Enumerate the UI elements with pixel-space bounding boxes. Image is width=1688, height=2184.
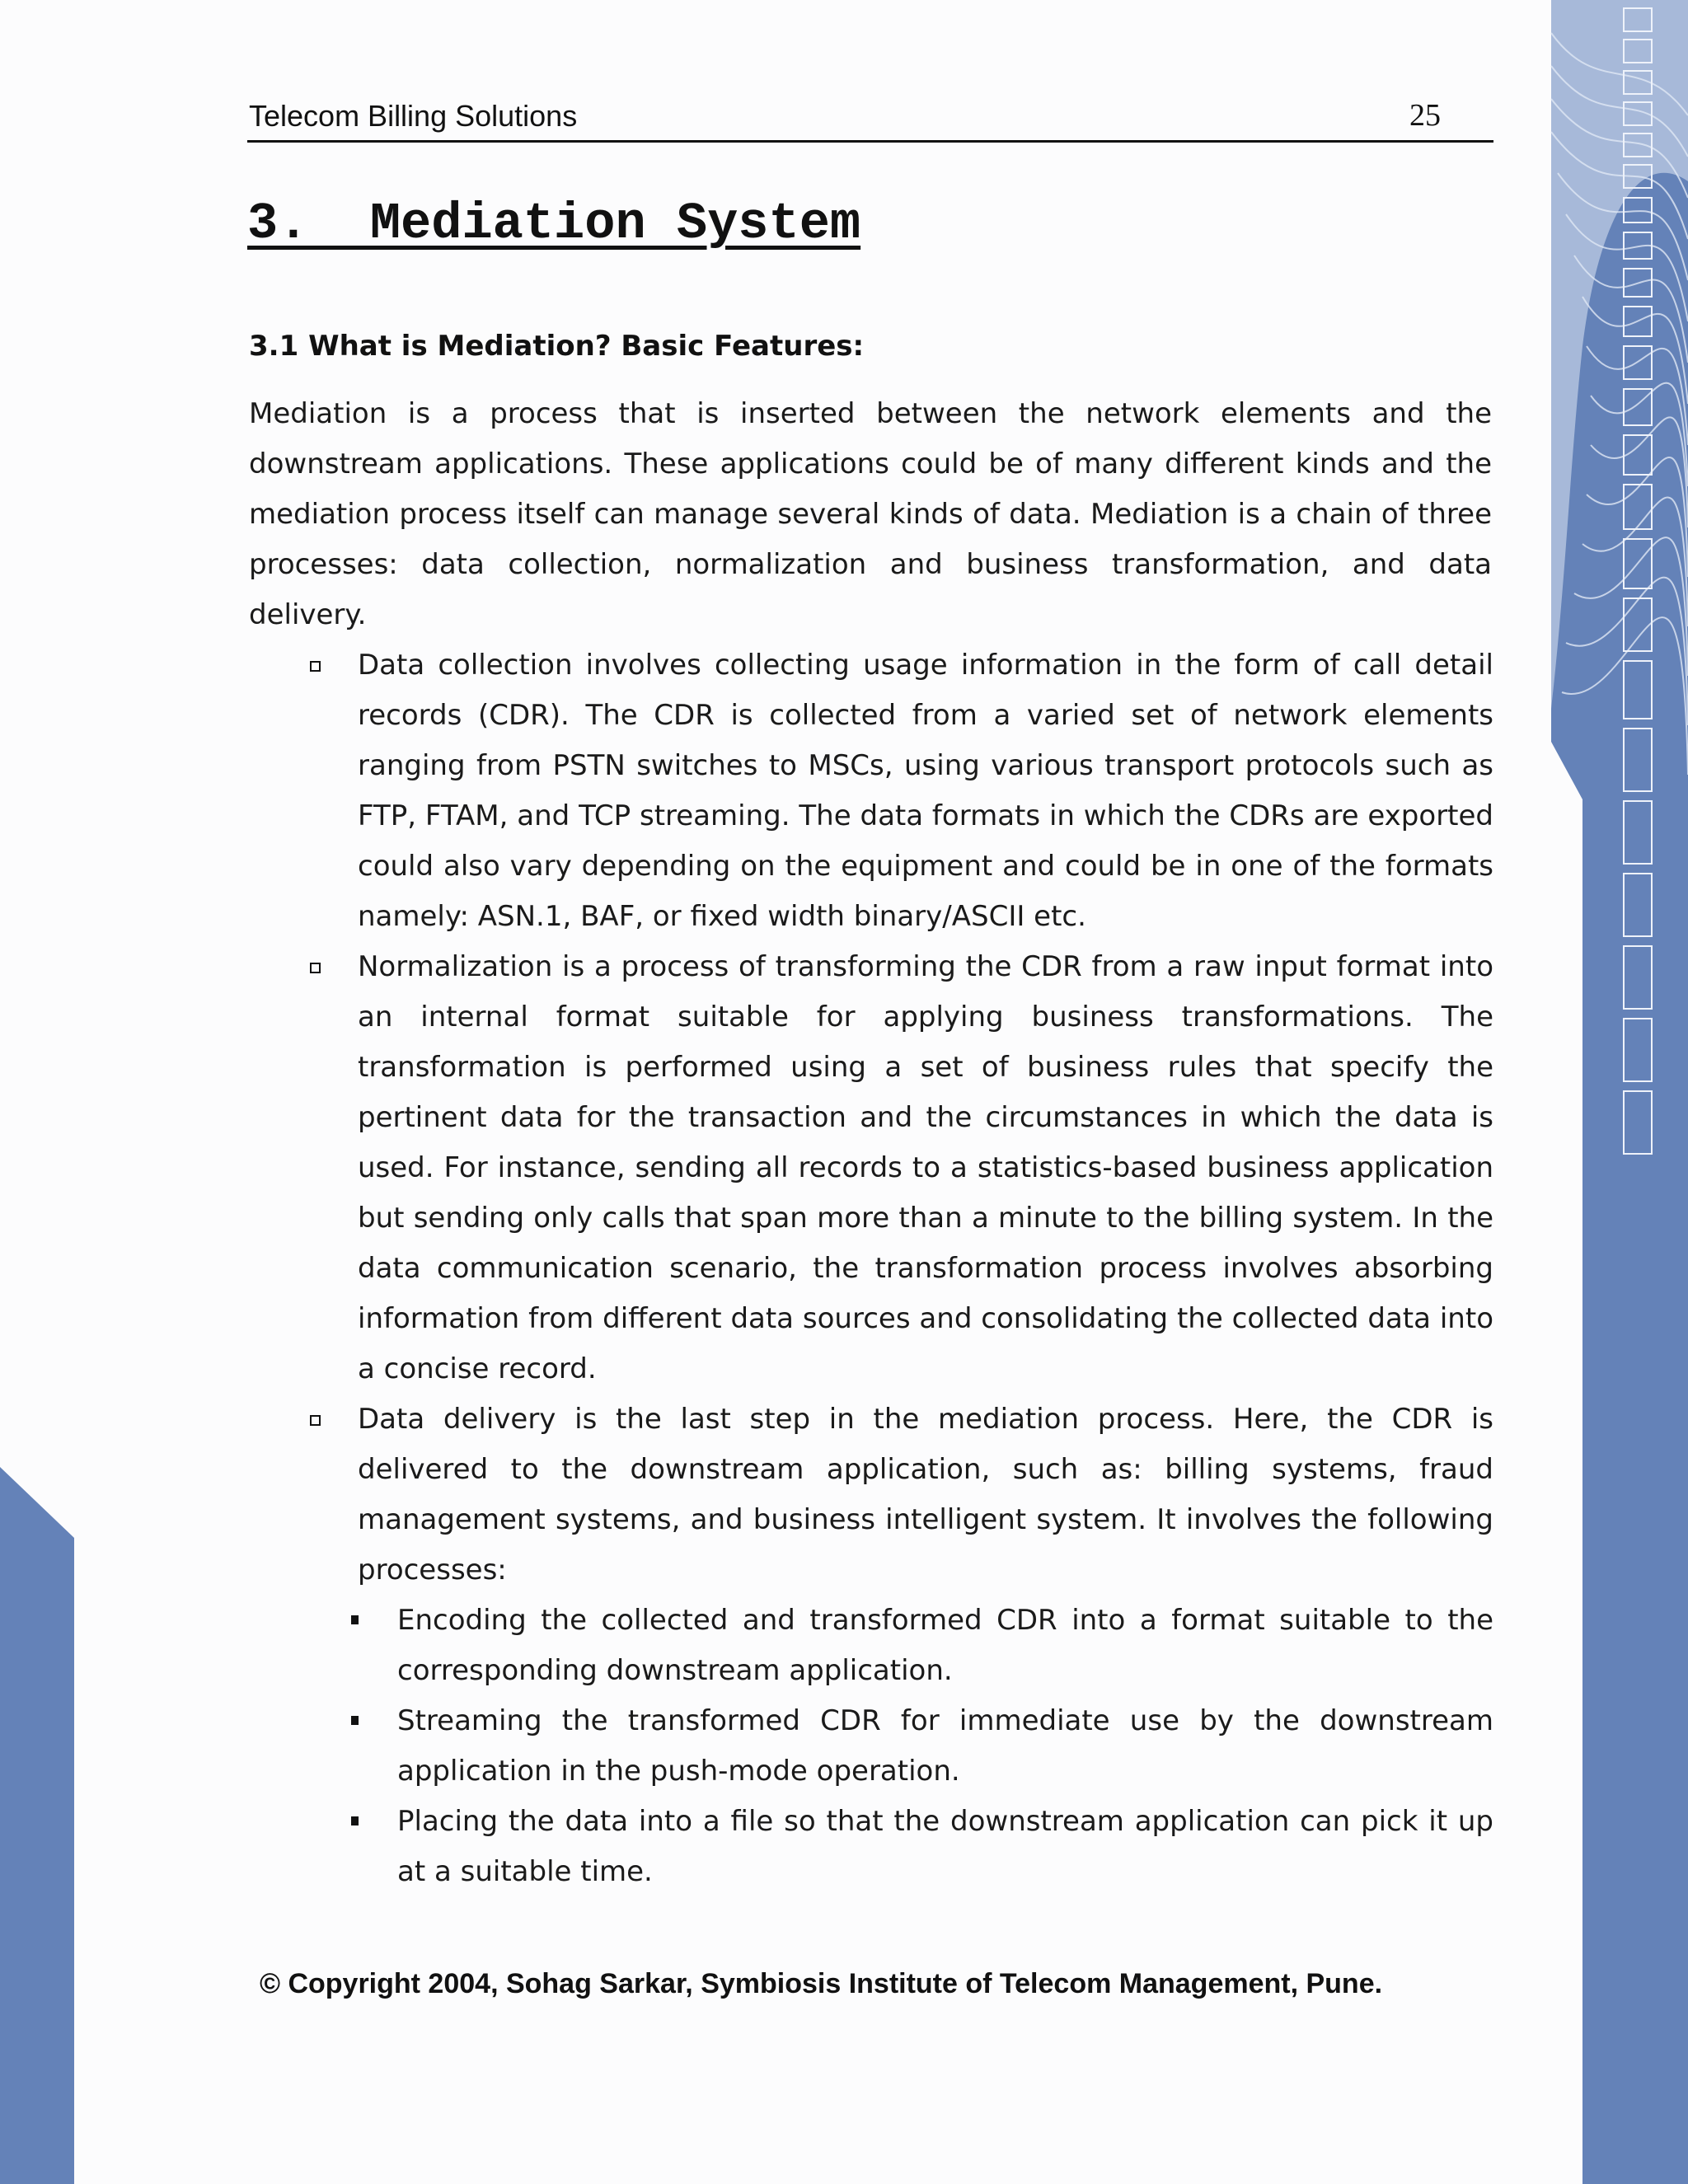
square-bullet-icon bbox=[351, 1716, 359, 1725]
list-item-text: Data collection involves collecting usage information in the form of call detail records (CDR). The CDR is collected from a varied set of network elements ranging from PSTN switches to MSCs, using various transport protocols such as FTP, FTAM, and TCP streaming. The data formats in which the CDRs are exported could also vary depending on the equipment and could be in one of the formats namely: ASN.1, BAF, or fixed width binary/ASCII etc. bbox=[358, 649, 1493, 933]
list-item-data-collection bbox=[247, 640, 1493, 942]
copyright-footer: © Copyright 2004, Sohag Sarkar, Symbiosis Institute of Telecom Management, Pune. bbox=[259, 1968, 1383, 1999]
running-header bbox=[247, 97, 1493, 143]
sub-list-item-text: Placing the data into a file so that the downstream application can pick it up at a suitable time. bbox=[397, 1805, 1493, 1888]
box-bullet-icon bbox=[310, 1415, 321, 1426]
running-title: Telecom Billing Solutions bbox=[249, 99, 578, 133]
section-heading: 3.1 What is Mediation? Basic Features: bbox=[249, 330, 865, 363]
sub-list-item-streaming bbox=[247, 1696, 1493, 1797]
list-item-text: Data delivery is the last step in the mediation process. Here, the CDR is delivered to the downstream application, such as: billing systems, fraud management systems, and business intelligent system. It involves the following processes: bbox=[358, 1403, 1493, 1586]
square-bullet-icon bbox=[351, 1615, 359, 1624]
box-bullet-icon bbox=[310, 963, 321, 973]
list-item-data-delivery bbox=[247, 1394, 1493, 1897]
left-blue-band bbox=[0, 1467, 74, 2184]
delivery-subprocess-list bbox=[247, 1596, 1493, 1897]
sub-list-item-text: Encoding the collected and transformed CDR into a format suitable to the corresponding downstream application. bbox=[397, 1604, 1493, 1687]
sub-list-item-encoding bbox=[247, 1596, 1493, 1696]
square-bullet-icon bbox=[351, 1816, 359, 1825]
list-item-normalization bbox=[247, 942, 1493, 1394]
box-bullet-icon bbox=[310, 661, 321, 672]
sub-list-item-file-placement bbox=[247, 1797, 1493, 1897]
page-number: 25 bbox=[1409, 98, 1441, 133]
chapter-title: 3. Mediation System bbox=[247, 194, 861, 253]
process-list bbox=[247, 640, 1493, 1897]
sub-list-item-text: Streaming the transformed CDR for immediate use by the downstream application in the push-mode operation. bbox=[397, 1704, 1493, 1788]
intro-paragraph: Mediation is a process that is inserted between the network elements and the downstream applications. These applications could be of many different kinds and the mediation process itself can manage several kinds of data. Mediation is a chain of three processes: data collection, normalization and business transformation, and data delivery. bbox=[249, 397, 1492, 631]
document-page bbox=[247, 0, 1493, 2184]
list-item-text: Normalization is a process of transforming the CDR from a raw input format into an internal format suitable for applying business transformations. The transformation is performed using a set of business rules that specify the pertinent data for the transaction and the circumstances in which the data is used. For instance, sending all records to a statistics-based business application but sending only calls that span more than a minute to the billing system. In the data communication scenario, the transformation process involves absorbing information from different data sources and consolidating the collected data into a concise record. bbox=[358, 950, 1493, 1385]
